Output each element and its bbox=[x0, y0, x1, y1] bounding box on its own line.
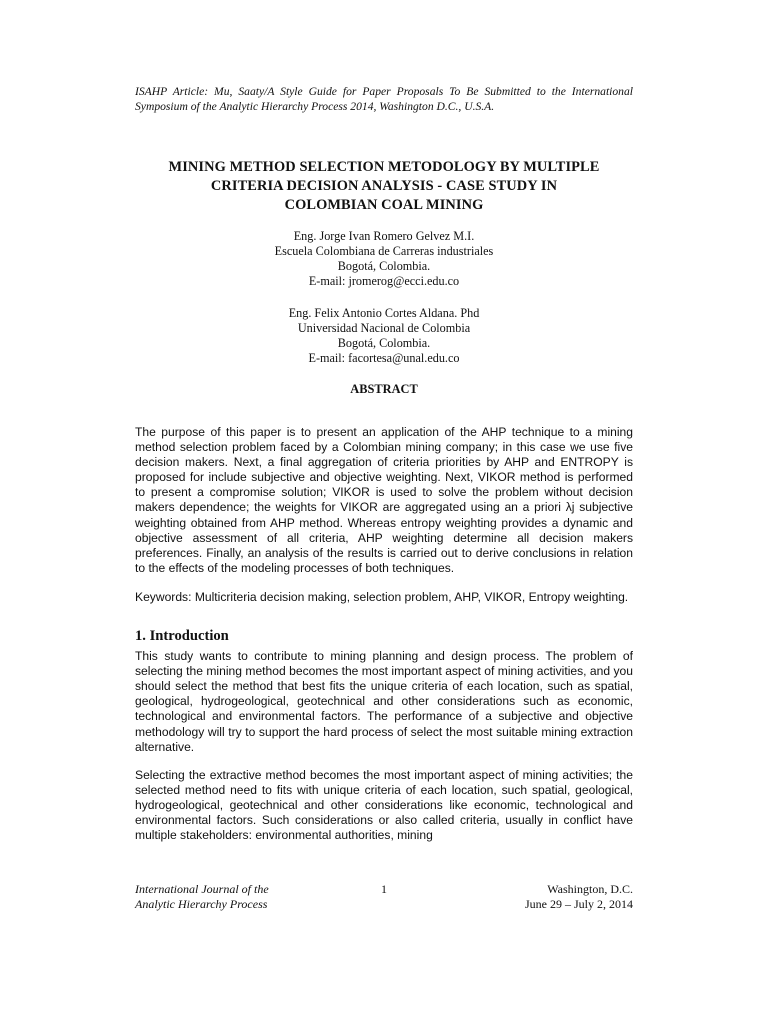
author-email: E-mail: jromerog@ecci.edu.co bbox=[308, 274, 460, 288]
author-name: Eng. Jorge Ivan Romero Gelvez M.I. bbox=[293, 229, 475, 243]
footer-journal-line: Analytic Hierarchy Process bbox=[135, 897, 268, 911]
author-location: Bogotá, Colombia. bbox=[337, 259, 431, 273]
paper-page bbox=[135, 84, 633, 843]
paragraph: Selecting the extractive method becomes the most important aspect of mining activities; the selected method need to fits with unique criteria of each location, such spatial, geological, hydrogeological, geotechnical and other considerations like economic, technological and environmental factors. Such considerations or also called criteria, usually in conflict have multiple stakeholders: environmental authorities, mining bbox=[135, 767, 633, 843]
abstract-heading: ABSTRACT bbox=[350, 382, 418, 396]
abstract-text: The purpose of this paper is to present an application of the AHP technique to a mining method selection problem faced by a Colombian mining company; in this case we use five decision makers. Next, a final aggregation of criteria priorities by AHP and ENTROPY is proposed for include subjective and objective weighting. Next, VIKOR method is performed to present a compromise solution; VIKOR is used to solve the problem without decision makers dependence; the weights for VIKOR are aggregated using an a priori λj subjective weighting obtained from AHP method. Whereas entropy weighting provides a dynamic and objective assessment of all criteria, AHP weighting determine all decision makers preferences. Finally, an analysis of the results is carried out to derive conclusions in relation to the effects of the modeling processes of both techniques. bbox=[135, 425, 633, 575]
author-location: Bogotá, Colombia. bbox=[337, 336, 431, 350]
author-affiliation: Universidad Nacional de Colombia bbox=[297, 321, 471, 335]
author-name: Eng. Felix Antonio Cortes Aldana. Phd bbox=[288, 306, 480, 320]
author-block bbox=[135, 229, 633, 289]
page-number: 1 bbox=[381, 882, 387, 896]
keywords: Keywords: Multicriteria decision making, selection problem, AHP, VIKOR, Entropy weighting. bbox=[135, 589, 629, 604]
author-block bbox=[135, 306, 633, 366]
section-heading: 1. Introduction bbox=[135, 628, 229, 645]
footer-event bbox=[525, 882, 633, 912]
footer-location: Washington, D.C. bbox=[547, 882, 633, 896]
paper-title bbox=[135, 158, 633, 215]
footer-journal-line: International Journal of the bbox=[135, 882, 269, 896]
paragraph: This study wants to contribute to mining planning and design process. The problem of selecting the mining method becomes the most important aspect of mining activities, and you should select the method that best fits the unique criteria of each location, such as spatial, geological, hydrogeological, geotechnical and other considerations such as economic, technological and environmental factors. The performance of a subjective and objective methodology will try to support the hard process of select the most suitable mining extraction alternative. bbox=[135, 649, 633, 754]
footer-dates: June 29 – July 2, 2014 bbox=[525, 897, 633, 911]
author-email: E-mail: facortesa@unal.edu.co bbox=[308, 351, 460, 365]
title-line: CRITERIA DECISION ANALYSIS - CASE STUDY IN bbox=[210, 178, 558, 194]
title-line: MINING METHOD SELECTION METODOLOGY BY MULTIPLE bbox=[168, 159, 600, 175]
title-line: COLOMBIAN COAL MINING bbox=[284, 197, 484, 213]
author-affiliation: Escuela Colombiana de Carreras industriales bbox=[274, 244, 494, 258]
running-header: ISAHP Article: Mu, Saaty/A Style Guide for Paper Proposals To Be Submitted to the International Symposium of the Analytic Hierarchy Process 2014, Washington D.C., U.S.A. bbox=[135, 85, 633, 113]
